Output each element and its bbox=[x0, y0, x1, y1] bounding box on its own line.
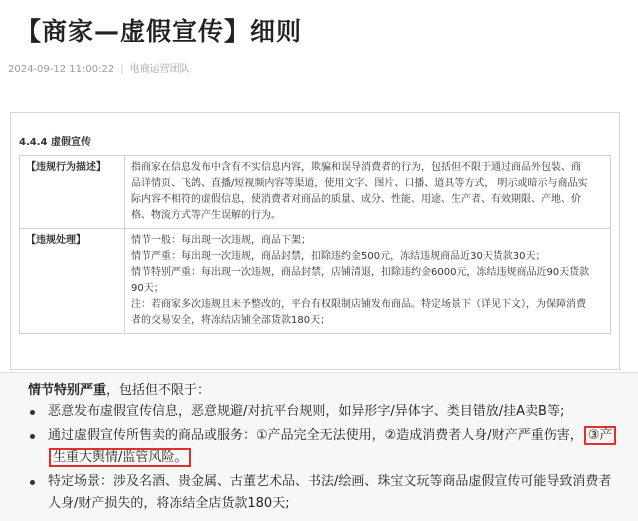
row-line: 指商家在信息发布中含有不实信息内容，欺骗和误导消费者的行为，包括但不限于通过商品外包装、商 bbox=[131, 162, 581, 173]
item-text: 恶意发布虚假宣传信息，恶意规避/对抗平台规则，如异形字/异体字、类目错放/挂A卖B等; bbox=[48, 404, 565, 419]
bullet-dot-icon bbox=[30, 410, 35, 415]
highlight-box-continued: 生重大舆情/监管风险。 bbox=[49, 448, 191, 467]
list-item bbox=[10, 401, 630, 423]
excerpt-list bbox=[10, 401, 630, 517]
heading-rest: ，包括但不限于： bbox=[106, 383, 211, 398]
row-line: 情节严重：每出现一次违规，商品封禁，扣除违约金500元，冻结违规商品近30天货款30天； bbox=[131, 251, 546, 262]
row-line: 情节一般：每出现一次违规，商品下架； bbox=[131, 235, 311, 246]
row-line: 格、物流方式等产生误解的行为。 bbox=[131, 210, 281, 221]
row-line: 90天； bbox=[131, 283, 164, 294]
author-name: 电商运营团队 bbox=[129, 64, 190, 75]
excerpt-panel bbox=[0, 372, 638, 521]
article-meta bbox=[8, 60, 190, 75]
section-title: 4.4.4 虚假宣传 bbox=[19, 137, 91, 148]
highlight-box: ③产 bbox=[584, 426, 617, 445]
publish-date: 2024-09-12 11:00:22 bbox=[8, 64, 115, 75]
row-content bbox=[125, 229, 611, 334]
row-line: 际内容不相符的虚假信息，使消费者对商品的质量、成分、性能、用途、生产者、有效期限、产地、价 bbox=[131, 194, 581, 205]
row-label: 【违规行为描述】 bbox=[20, 156, 125, 229]
page-title: 【商家—虚假宣传】细则 bbox=[16, 17, 303, 46]
excerpt-heading bbox=[28, 379, 210, 398]
rules-document-image bbox=[10, 112, 620, 370]
meta-separator: | bbox=[120, 64, 124, 75]
item-text: 通过虚假宣传所售卖的商品或服务：①产品完全无法使用，②造成消费者人身/财产严重伤害， bbox=[48, 428, 583, 443]
bullet-dot-icon bbox=[30, 434, 35, 439]
row-label: 【违规处理】 bbox=[20, 229, 125, 334]
row-line: 注：若商家多次违规且未予整改的，平台有权限制店铺发布商品。特定场景下（详见下文），为保障消费 bbox=[131, 299, 586, 310]
rules-table bbox=[19, 155, 611, 334]
table-row bbox=[20, 156, 611, 229]
row-line: 情节特别严重：每出现一次违规，商品封禁，店铺清退，扣除违约金6000元，冻结违规商品近90天货款 bbox=[131, 267, 590, 278]
row-line: 者的交易安全，将冻结店铺全部货款180天； bbox=[131, 315, 331, 326]
table-row bbox=[20, 229, 611, 334]
item-text-continued: 人身/财产损失的，将冻结全店货款180天; bbox=[48, 496, 290, 511]
row-line: 品详情页、飞鸽、直播/短视频内容等渠道，使用文字、图片、口播、道具等方式， 明示或暗示与商品实 bbox=[131, 178, 588, 189]
bullet-dot-icon bbox=[30, 480, 35, 485]
heading-strong: 情节特别严重 bbox=[28, 383, 107, 398]
list-item bbox=[10, 425, 630, 469]
list-item bbox=[10, 471, 630, 515]
item-text: 特定场景：涉及名酒、贵金属、古董艺术品、书法/绘画、珠宝文玩等商品虚假宣传可能导致消费者 bbox=[48, 474, 612, 489]
row-content bbox=[125, 156, 611, 229]
